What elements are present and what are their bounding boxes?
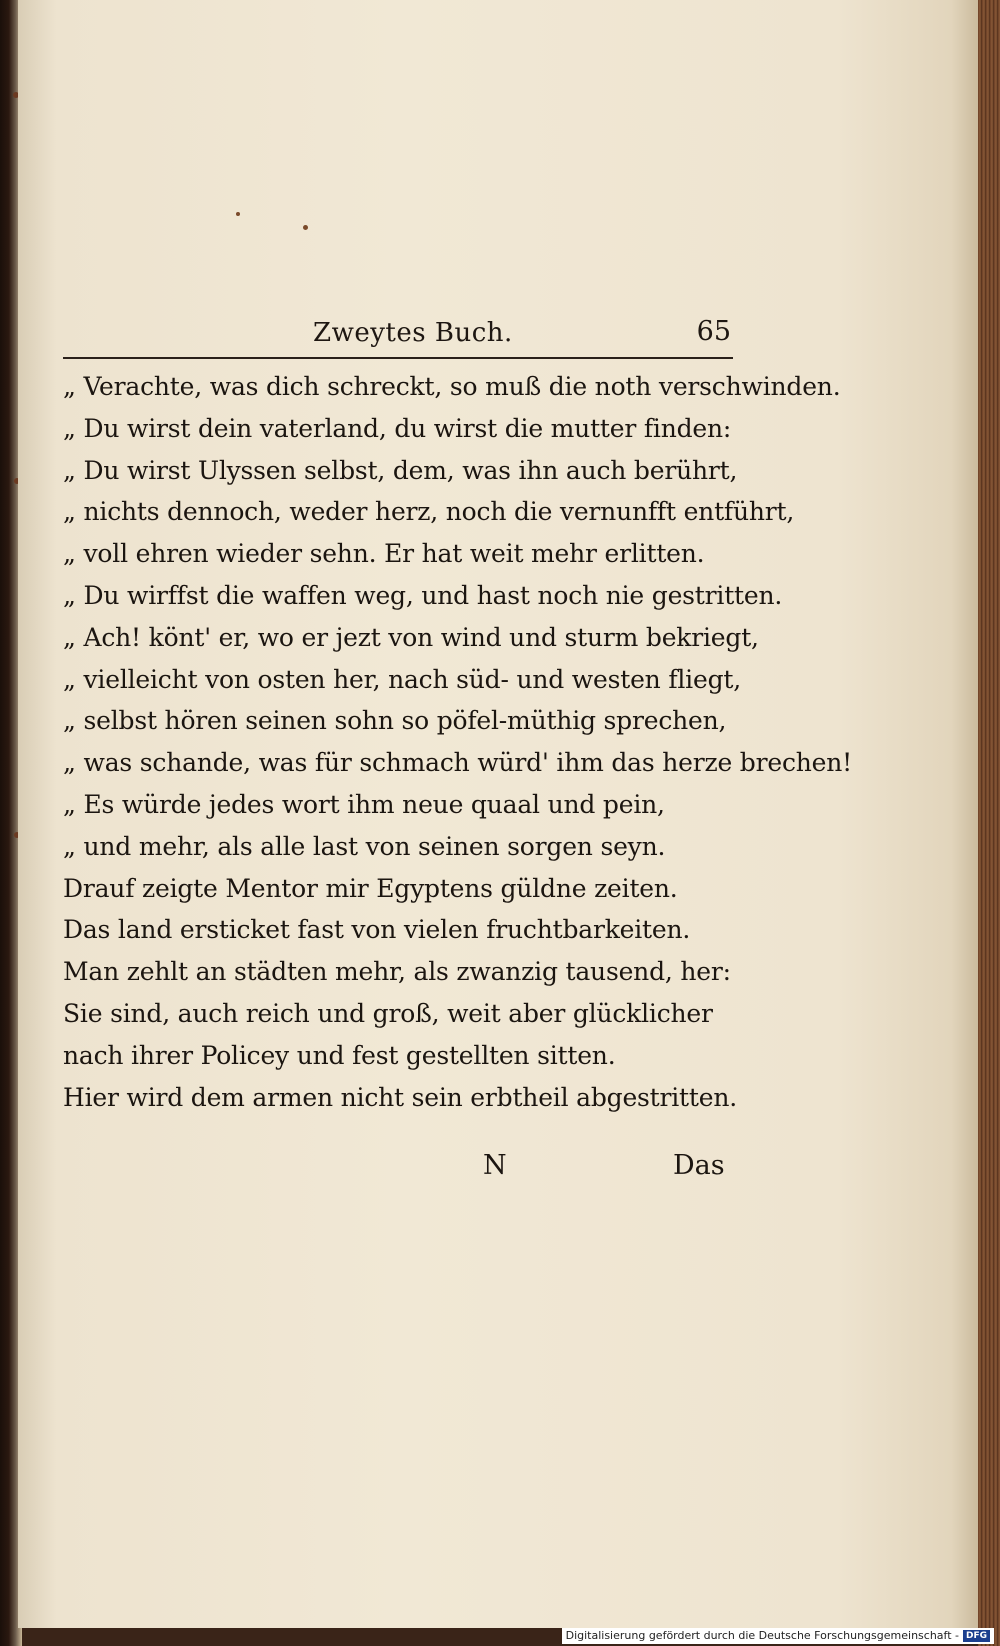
running-head: Zweytes Buch.	[313, 318, 513, 348]
verse-line: Das land ersticket fast von vielen fruchtbarkeiten.	[63, 915, 691, 945]
verse-line: „ Es würde jedes wort ihm neue quaal und pein,	[63, 789, 665, 819]
verse-line: „ Ach! könt' er, wo er jezt von wind und sturm bekriegt,	[63, 622, 759, 652]
verse-line: „ selbst hören seinen sohn so pöfel-müthig sprechen,	[63, 706, 727, 736]
verse-line: „ was schande, was für schmach würd' ihm das herze brechen!	[63, 748, 852, 778]
credit-text: Digitalisierung gefördert durch die Deutsche Forschungsgemeinschaft -	[565, 1629, 959, 1642]
dfg-logo: DFG	[963, 1630, 990, 1642]
paper-speck	[236, 212, 240, 216]
verse-line: „ vielleicht von osten her, nach süd- und westen fliegt,	[63, 664, 741, 694]
verse-line: nach ihrer Policey und fest gestellten sitten.	[63, 1040, 616, 1070]
page-block-right-edge	[978, 0, 1000, 1646]
book-page	[18, 0, 980, 1628]
header-rule	[63, 357, 733, 359]
verse-line: Drauf zeigte Mentor mir Egyptens güldne zeiten.	[63, 873, 678, 903]
verse-line: „ und mehr, als alle last von seinen sorgen seyn.	[63, 831, 666, 861]
verse-line: „ Verachte, was dich schreckt, so muß die noth verschwinden.	[63, 372, 841, 401]
verse-line: Sie sind, auch reich und groß, weit aber glücklicher	[63, 998, 713, 1028]
page-header	[63, 318, 733, 358]
signature-mark: N	[483, 1150, 507, 1181]
paper-speck	[303, 225, 308, 230]
verse-line: Man zehlt an städten mehr, als zwanzig tausend, her:	[63, 957, 731, 987]
verse-line: „ Du wirst dein vaterland, du wirst die mutter finden:	[63, 413, 732, 443]
verse-text-block	[63, 366, 852, 1118]
verse-line: „ nichts dennoch, weder herz, noch die vernunfft entführt,	[63, 497, 795, 527]
digitization-credit	[562, 1628, 994, 1644]
verse-line: Hier wird dem armen nicht sein erbtheil abgestritten.	[63, 1082, 737, 1112]
page-number: 65	[696, 316, 731, 347]
verse-line: „ Du wirffst die waffen weg, und hast noch nie gestritten.	[63, 580, 783, 610]
catchword: Das	[673, 1150, 725, 1181]
verse-line: „ voll ehren wieder sehn. Er hat weit mehr erlitten.	[63, 539, 705, 569]
verse-line: „ Du wirst Ulyssen selbst, dem, was ihn auch berührt,	[63, 455, 738, 485]
